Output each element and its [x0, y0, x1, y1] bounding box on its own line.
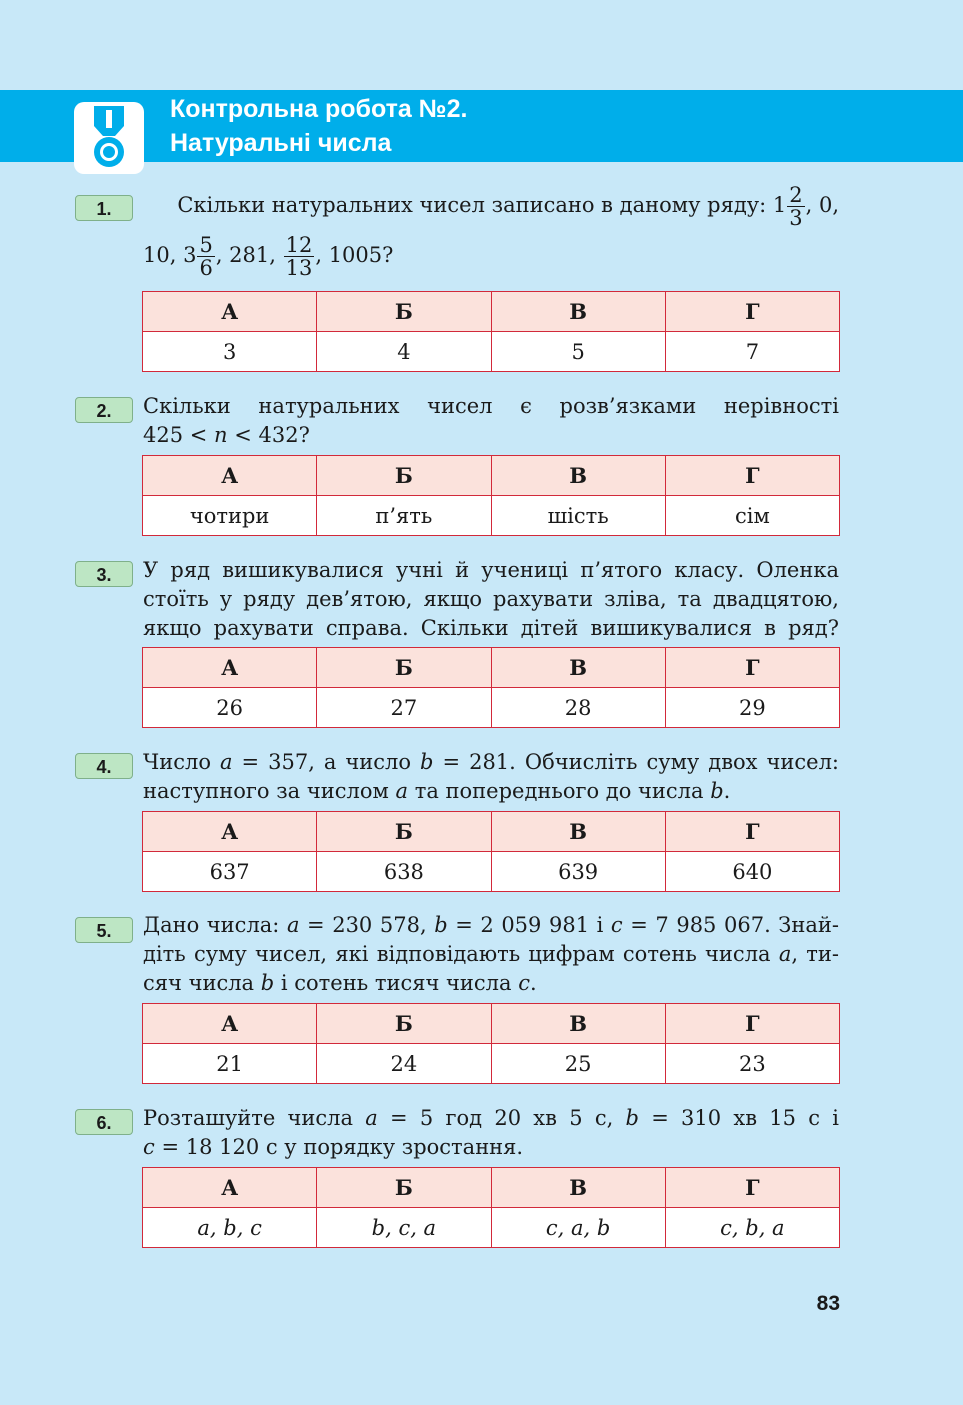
task-5-text: сяч числа [143, 971, 261, 995]
page-title-line2: Натуральні числа [170, 129, 392, 157]
col-header-g: Г [665, 456, 839, 496]
answer-cell: чотири [143, 496, 317, 536]
task-4-text: = 281. Обчисліть суму двох чисел: [433, 750, 839, 774]
task-2-answer-table [142, 455, 840, 536]
col-header-g: Г [665, 648, 839, 688]
task-5-text: = 2 059 981 і [447, 913, 611, 937]
col-header-a: А [143, 648, 317, 688]
answer-cell: 25 [491, 1044, 665, 1084]
answer-cell: 7 [665, 332, 839, 372]
task-6-text [143, 1104, 839, 1162]
task-4-text: = 357, а число [232, 750, 421, 774]
task-3-line-3: якщо рахувати справа. Скільки дітей вишикувалися в ряд? [143, 616, 839, 640]
answer-cell: 639 [491, 852, 665, 892]
task-4-answer-table [142, 811, 840, 892]
answer-cell: 21 [143, 1044, 317, 1084]
var-a: a [286, 913, 300, 937]
var-c: c [610, 913, 623, 937]
col-header-v: В [491, 1168, 665, 1208]
task-6-text: = 5 год 20 хв 5 с, [377, 1106, 626, 1130]
page-title-line1: Контрольна робота №2. [170, 95, 468, 123]
answer-cell: 24 [317, 1044, 491, 1084]
col-header-b: Б [317, 456, 491, 496]
task-3-answer-table [142, 647, 840, 728]
answer-cell: c, a, b [491, 1208, 665, 1248]
col-header-g: Г [665, 812, 839, 852]
answer-cell: шість [491, 496, 665, 536]
var-a: a [365, 1106, 378, 1130]
answer-cell: 4 [317, 332, 491, 372]
task-1-text-c: 10, 3 [143, 243, 197, 267]
page-number: 83 [816, 1292, 840, 1315]
task-1-text-e: , 1005? [315, 243, 394, 267]
task-1-fraction-1: $\frac{2}{3}$ [789, 183, 803, 230]
col-header-a: А [143, 1004, 317, 1044]
col-header-a: А [143, 456, 317, 496]
task-1-answer-table [142, 291, 840, 372]
answer-cell: c, b, a [665, 1208, 839, 1248]
var-b: b [434, 913, 448, 937]
answer-cell: 29 [665, 688, 839, 728]
task-1-text-d: , 281, [215, 243, 283, 267]
var-b: b [625, 1106, 639, 1130]
col-header-g: Г [665, 1004, 839, 1044]
task-5-text: . [529, 971, 537, 995]
answer-cell: 3 [143, 332, 317, 372]
var-a: a [395, 779, 409, 803]
task-1-fraction-3: $\frac{12}{13}$ [285, 233, 313, 280]
task-6-text: = 18 120 с у порядку зростання. [154, 1135, 524, 1159]
var-b: b [710, 779, 724, 803]
task-1-text-b: , 0, [805, 193, 839, 217]
var-c: c [143, 1135, 155, 1159]
col-header-v: В [491, 648, 665, 688]
task-3-number: 3. [75, 561, 133, 587]
col-header-a: А [143, 1168, 317, 1208]
col-header-a: А [143, 292, 317, 332]
var-c: c [518, 971, 530, 995]
answer-cell: 27 [317, 688, 491, 728]
task-5-text: Дано числа: [143, 913, 287, 937]
answer-cell: 23 [665, 1044, 839, 1084]
col-header-b: Б [317, 1004, 491, 1044]
task-4-number: 4. [75, 753, 133, 779]
col-header-a: А [143, 812, 317, 852]
task-5-text: , ти- [791, 942, 839, 966]
col-header-b: Б [317, 1168, 491, 1208]
task-1-fraction-2: $\frac{5}{6}$ [199, 233, 213, 280]
task-2-text [143, 392, 839, 450]
task-6-text: = 310 хв 15 с і [638, 1106, 839, 1130]
answer-cell: 5 [491, 332, 665, 372]
task-4-text: Число [143, 750, 220, 774]
task-4-text: та попереднього до числа [408, 779, 711, 803]
col-header-g: Г [665, 292, 839, 332]
answer-cell: 640 [665, 852, 839, 892]
task-4-text [143, 748, 839, 806]
task-4-text: . [723, 779, 731, 803]
task-3-line-1: У ряд вишикувалися учні й учениці п’ятого класу. Оленка [143, 558, 839, 582]
task-5-text: і сотень тисяч числа [274, 971, 519, 995]
medal-icon [74, 102, 144, 174]
var-b: b [420, 750, 434, 774]
var-b: b [260, 971, 275, 995]
answer-cell: b, c, a [317, 1208, 491, 1248]
col-header-v: В [491, 812, 665, 852]
task-5-text: = 7 985 067. Знай- [622, 913, 840, 937]
answer-cell: 28 [491, 688, 665, 728]
answer-cell: 637 [143, 852, 317, 892]
task-5-text: діть суму чисел, які відповідають цифрам сотень числа [143, 942, 779, 966]
col-header-v: В [491, 292, 665, 332]
task-6-text: Розташуйте числа [143, 1106, 366, 1130]
col-header-b: Б [317, 648, 491, 688]
task-2-line-1: Скільки натуральних чисел є розв’язками нерівності [143, 394, 839, 418]
task-6-answer-table [142, 1167, 840, 1248]
task-1-text-a: Скільки натуральних чисел записано в даному ряду: 1 [177, 193, 787, 217]
task-3-line-2: стоїть у ряду дев’ятою, якщо рахувати зліва, та двадцятою, [143, 587, 839, 611]
task-5-text [143, 911, 839, 998]
page-title [170, 92, 467, 160]
task-5-text: = 230 578, [299, 913, 435, 937]
answer-cell: сім [665, 496, 839, 536]
task-3-text [143, 556, 839, 643]
task-1-number: 1. [75, 195, 133, 221]
var-a: a [219, 750, 233, 774]
answer-cell: a, b, c [143, 1208, 317, 1248]
answer-cell: 638 [317, 852, 491, 892]
answer-cell: п’ять [317, 496, 491, 536]
var-a: a [778, 942, 792, 966]
col-header-b: Б [317, 812, 491, 852]
col-header-v: В [491, 1004, 665, 1044]
task-2-line-2b: < 432? [227, 423, 310, 447]
task-5-number: 5. [75, 917, 133, 943]
task-1-text [143, 180, 839, 280]
answer-cell: 26 [143, 688, 317, 728]
col-header-g: Г [665, 1168, 839, 1208]
task-4-text: наступного за числом [143, 779, 396, 803]
task-2-var-n: n [214, 423, 228, 447]
col-header-v: В [491, 456, 665, 496]
task-2-number: 2. [75, 397, 133, 423]
header-band [0, 90, 963, 162]
task-5-answer-table [142, 1003, 840, 1084]
col-header-b: Б [317, 292, 491, 332]
task-2-line-2a: 425 < [143, 423, 215, 447]
task-6-number: 6. [75, 1109, 133, 1135]
